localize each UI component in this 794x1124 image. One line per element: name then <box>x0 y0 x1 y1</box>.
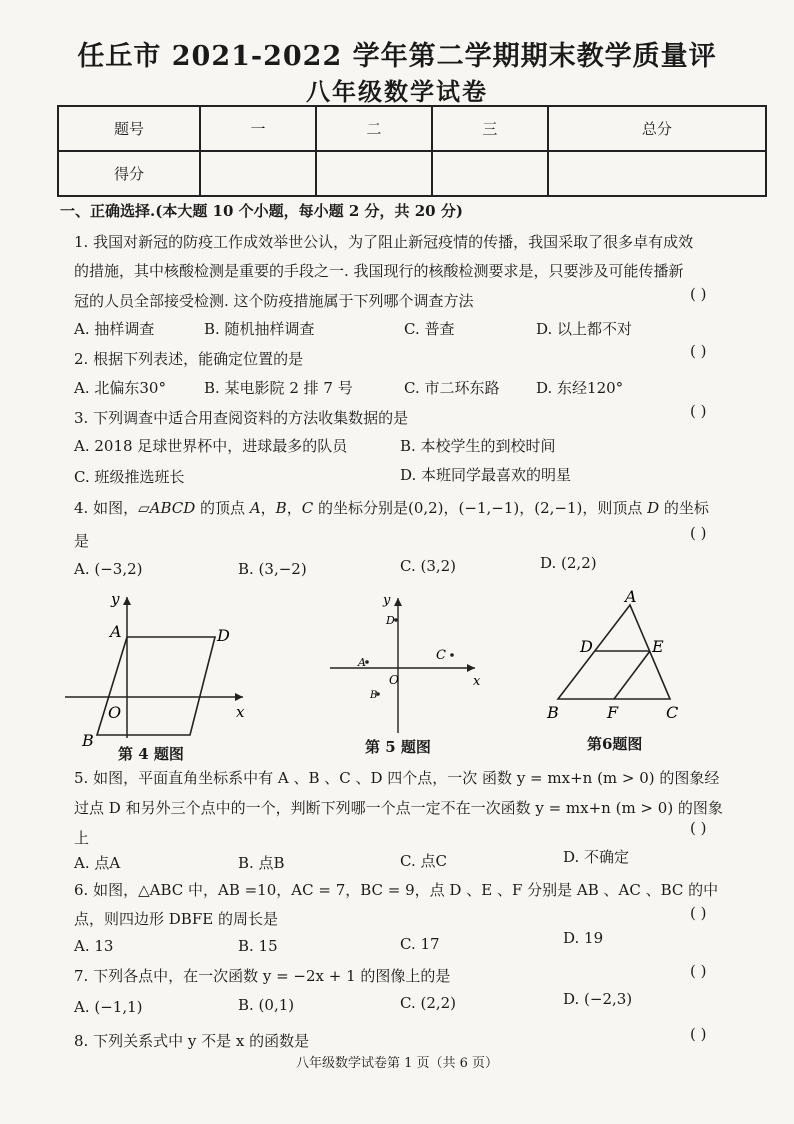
q4-stem: 4. 如图，▱ABCD 的顶点 A，B，C 的坐标分别是(0,2)，(−1,−1)，(2,−1)，则顶点 D 的坐标 <box>74 499 709 517</box>
page-footer: 八年级数学试卷第 1 页（共 6 页） <box>295 1056 499 1071</box>
q2-option-b[interactable]: B. 某电影院 2 排 7 号 <box>204 379 353 397</box>
q8-answer-blank[interactable]: ( ) <box>690 1025 707 1043</box>
q4-answer-blank[interactable]: ( ) <box>690 524 707 542</box>
fig5-label-b: B <box>370 690 378 701</box>
fig5-label-x: x <box>473 674 481 689</box>
q5-option-c[interactable]: C. 点C <box>400 852 447 870</box>
q5-option-b[interactable]: B. 点B <box>238 854 285 872</box>
fig4-label-b: B <box>82 731 94 750</box>
q7-option-b[interactable]: B. (0,1) <box>238 996 295 1014</box>
q5-line-1: 5. 如图，平面直角坐标系中有 A 、B 、C 、D 四个点，一次 函数 y = mx+n (m > 0) 的图象经 <box>74 769 720 787</box>
q2-option-c[interactable]: C. 市二环东路 <box>404 379 500 397</box>
fig4-label-d: D <box>217 626 230 645</box>
fig4-caption: 第 4 题图 <box>118 745 184 763</box>
q2-stem: 2. 根据下列表述，能确定位置的是 <box>74 350 304 368</box>
q8-stem: 8. 下列关系式中 y 不是 x 的函数是 <box>74 1032 310 1050</box>
fig6-caption: 第6题图 <box>587 735 643 753</box>
q7-option-c[interactable]: C. (2,2) <box>400 994 457 1012</box>
score-table-row-label: 得分 <box>58 151 200 196</box>
q5-option-a[interactable]: A. 点A <box>74 854 121 872</box>
q5-line-3: 上 <box>74 829 90 847</box>
fig6-label-b: B <box>547 703 559 722</box>
q7-option-a[interactable]: A. (−1,1) <box>74 998 143 1016</box>
q1-line-3: 冠的人员全部接受检测. 这个防疫措施属于下列哪个调查方法 <box>74 292 474 310</box>
q7-stem: 7. 下列各点中，在一次函数 y = −2x + 1 的图像上的是 <box>74 967 451 985</box>
fig5-label-d: D <box>386 614 395 627</box>
fig5-caption: 第 5 题图 <box>365 738 431 756</box>
q1-line-2: 的措施，其中核酸检测是重要的手段之一. 我国现行的核酸检测要求是，只要涉及可能传播新 <box>74 262 684 280</box>
q4-option-d[interactable]: D. (2,2) <box>540 554 597 572</box>
q4-stem-line-2: 是 <box>74 532 90 550</box>
q1-answer-blank[interactable]: ( ) <box>690 285 707 303</box>
q6-option-c[interactable]: C. 17 <box>400 935 440 953</box>
fig6-label-e: E <box>652 637 664 656</box>
q2-option-a[interactable]: A. 北偏东30° <box>74 379 166 397</box>
fig6-label-c: C <box>666 703 679 722</box>
fig4-label-y: y <box>111 590 120 608</box>
score-table-header-2: 二 <box>316 106 432 151</box>
q1-option-c[interactable]: C. 普查 <box>404 320 455 338</box>
q5-option-d[interactable]: D. 不确定 <box>563 848 630 866</box>
q6-answer-blank[interactable]: ( ) <box>690 904 707 922</box>
q1-line-1: 1. 我国对新冠的防疫工作成效举世公认，为了阻止新冠疫情的传播，我国采取了很多卓有成效 <box>74 233 694 251</box>
fig5-label-y: y <box>383 593 391 608</box>
q6-option-a[interactable]: A. 13 <box>74 937 114 955</box>
q2-option-d[interactable]: D. 东经120° <box>536 379 624 397</box>
exam-title: 任丘市 2021-2022 学年第二学期期末教学质量评 <box>77 41 717 72</box>
section-1-heading: 一、正确选择.(本大题 10 个小题，每小题 2 分，共 20 分) <box>60 202 463 220</box>
q7-option-d[interactable]: D. (−2,3) <box>563 990 633 1008</box>
fig6-label-a: A <box>625 587 637 606</box>
q1-option-a[interactable]: A. 抽样调查 <box>74 320 155 338</box>
fig4-label-o: O <box>108 703 122 722</box>
q7-answer-blank[interactable]: ( ) <box>690 962 707 980</box>
fig6-label-d: D <box>580 637 593 656</box>
q3-option-a[interactable]: A. 2018 足球世界杯中，进球最多的队员 <box>74 437 348 455</box>
q3-option-d[interactable]: D. 本班同学最喜欢的明星 <box>400 466 572 484</box>
q3-option-c[interactable]: C. 班级推选班长 <box>74 468 185 486</box>
q6-option-d[interactable]: D. 19 <box>563 929 604 947</box>
q3-stem: 3. 下列调查中适合用查阅资料的方法收集数据的是 <box>74 409 409 427</box>
fig4-label-a: A <box>110 622 122 641</box>
fig6-segment-ef <box>614 651 650 699</box>
exam-subtitle: 八年级数学试卷 <box>306 77 488 106</box>
fig5-label-a: A <box>358 656 366 669</box>
q1-option-b[interactable]: B. 随机抽样调查 <box>204 320 315 338</box>
q4-option-a[interactable]: A. (−3,2) <box>74 560 143 578</box>
q3-answer-blank[interactable]: ( ) <box>690 402 707 420</box>
score-table-header-3: 三 <box>432 106 548 151</box>
score-table-header-1: 一 <box>200 106 316 151</box>
q2-answer-blank[interactable]: ( ) <box>690 342 707 360</box>
q6-option-b[interactable]: B. 15 <box>238 937 278 955</box>
q5-line-2: 过点 D 和另外三个点中的一个，判断下列哪一个点一定不在一次函数 y = mx+n (m > 0) 的图象 <box>74 799 723 817</box>
fig4-label-x: x <box>236 703 245 721</box>
q1-option-d[interactable]: D. 以上都不对 <box>536 320 633 338</box>
q5-answer-blank[interactable]: ( ) <box>690 819 707 837</box>
q4-option-b[interactable]: B. (3,−2) <box>238 560 307 578</box>
fig5-label-o: O <box>389 673 399 687</box>
q6-line-2: 点，则四边形 DBFE 的周长是 <box>74 910 278 928</box>
score-table-header-label: 题号 <box>58 106 200 151</box>
fig5-label-c: C <box>436 648 446 663</box>
score-table-header-total: 总分 <box>548 106 766 151</box>
q6-line-1: 6. 如图，△ABC 中，AB =10，AC = 7，BC = 9，点 D 、E 、F 分别是 AB 、AC 、BC 的中 <box>74 881 719 899</box>
fig6-label-f: F <box>607 703 619 722</box>
q3-option-b[interactable]: B. 本校学生的到校时间 <box>400 437 556 455</box>
q4-option-c[interactable]: C. (3,2) <box>400 557 457 575</box>
